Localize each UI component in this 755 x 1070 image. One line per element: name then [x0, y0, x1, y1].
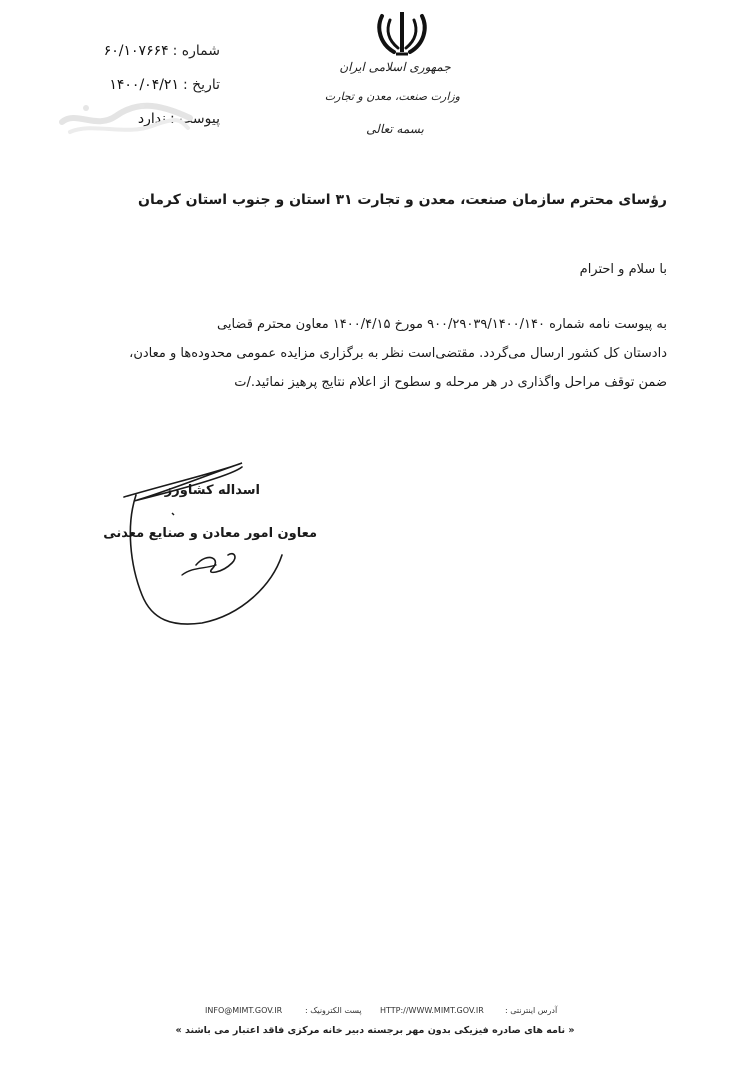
header-invocation: بسمه تعالی	[366, 122, 424, 136]
attachment-row	[138, 112, 220, 126]
attachment-value: ندارد	[137, 111, 166, 127]
recipient-line: رؤسای محترم سازمان صنعت، معدن و تجارت ۳۱ استان و جنوب استان کرمان	[138, 192, 667, 208]
date-value: ۱۴۰۰/۰۴/۲۱	[109, 77, 179, 93]
date-row	[109, 78, 220, 92]
letter-body	[67, 310, 667, 397]
footer-website[interactable]: HTTP://WWW.MIMT.GOV.IR	[380, 1006, 484, 1015]
body-line: به پیوست نامه شماره ۹۰۰/۲۹۰۳۹/۱۴۰۰/۱۴۰ مورخ ۱۴۰۰/۴/۱۵ معاون محترم قضایی	[217, 317, 667, 332]
date-label: تاریخ :	[182, 77, 220, 93]
attachment-label: پیوست :	[170, 111, 220, 127]
header-country: جمهوری اسلامی ایران	[339, 60, 451, 74]
body-line: ضمن توقف مراحل واگذاری در هر مرحله و سطوح از اعلام نتایج پرهیز نمائید./ت	[234, 375, 667, 390]
body-line: دادستان کل کشور ارسال می‌گردد. مقتضی‌است نظر به برگزاری مزایده عمومی محدوده‌ها و معادن،	[129, 346, 667, 361]
footer-contacts	[205, 1006, 585, 1020]
signer-name: اسداله کشاورز	[164, 483, 260, 498]
iran-emblem-icon	[374, 10, 430, 58]
number-label: شماره :	[172, 43, 220, 59]
footer-notice: « نامه های صادره فیزیکی بدون مهر برجسته دبیر خانه مرکزی فاقد اعتبار می باشند »	[175, 1025, 575, 1036]
header-ministry: وزارت صنعت، معدن و تجارت	[324, 90, 460, 103]
footer-email[interactable]: INFO@MIMT.GOV.IR	[205, 1006, 283, 1015]
footer-website-label: آدرس اینترنتی :	[505, 1006, 558, 1015]
handwritten-signature	[112, 455, 312, 635]
footer-email-label: پست الکترونیک :	[305, 1006, 362, 1015]
signer-title: معاون امور معادن و صنایع معدنی	[103, 526, 317, 541]
salutation: با سلام و احترام	[579, 262, 667, 277]
number-row	[104, 44, 220, 58]
number-value: ۶۰/۱۰۷۶۶۴	[103, 43, 169, 59]
